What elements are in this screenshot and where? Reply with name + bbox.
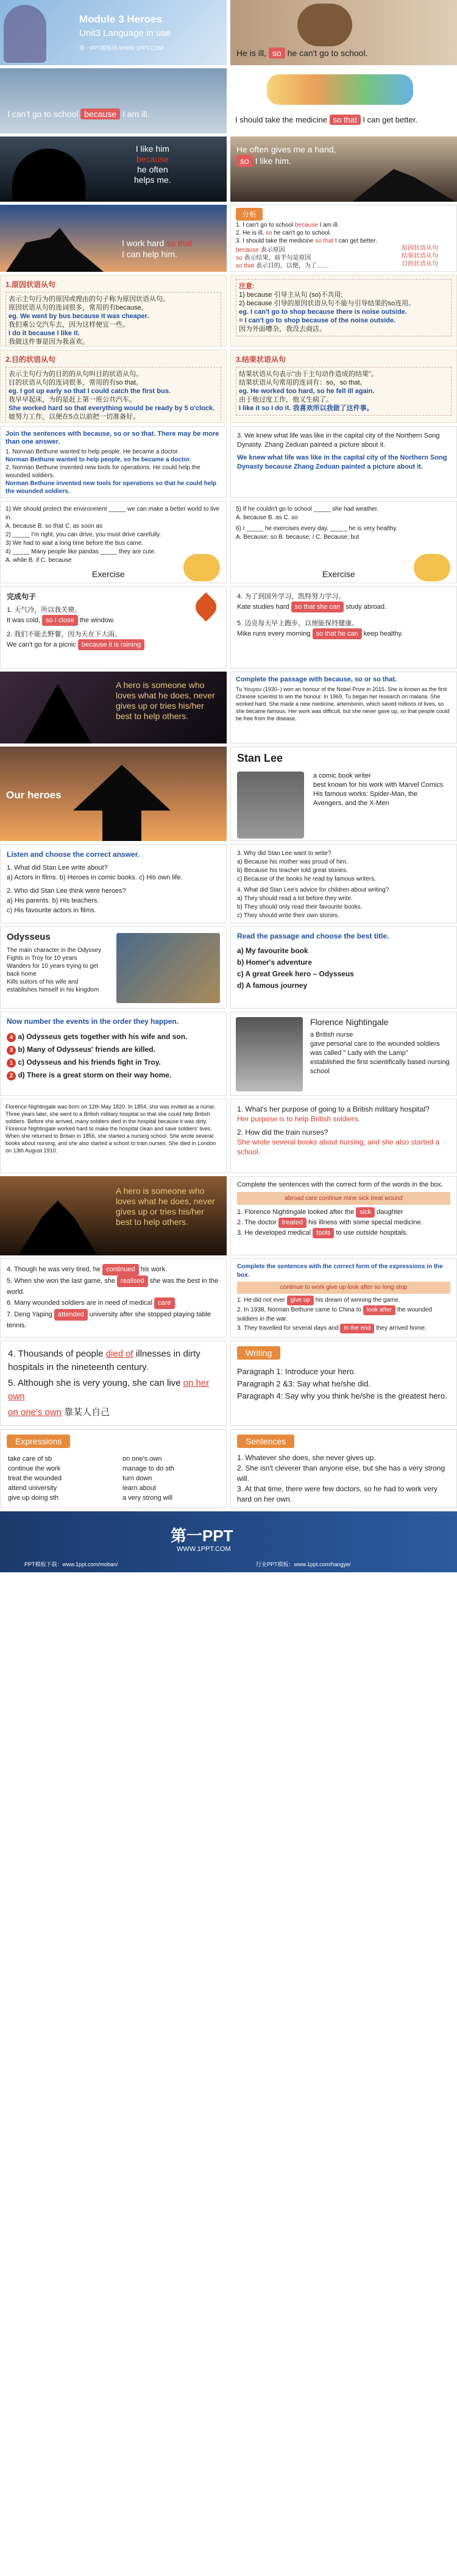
join-head: Join the sentences with because, so or so that. There may be more than one answer. (5, 430, 219, 445)
order-badge: 3 (7, 1046, 16, 1055)
blank: so that she can (291, 601, 344, 612)
mc-q6: 6) I _____ he exercises every day, _____ he is very healthy. (236, 525, 398, 532)
cover-site: 第一PPT模板网-WWW.1PPT.COM (79, 45, 163, 51)
slide-complete: 完成句子 1. 天气冷，所以我关窗。 It was cold, so I close the window. 2. 我们不能去野餐，因为天在下大雨。 We can't go for a picnic because it is raining . (0, 586, 227, 669)
odysseus-facts: The main character in the Odyssey Fights in Troy for 10 years Wanders for 10 years trying to get back home Kills suitors of his wife and establishes himself in his kingdom (7, 947, 102, 993)
sentence-box: He often gives me a hand, so I like him. (236, 144, 336, 166)
slide-join-2 (230, 426, 457, 498)
blank: give up (287, 1296, 314, 1305)
sentence: I work hard so that I can help him. (122, 238, 193, 259)
note-body: 注意: 1) because 引导主从句 (so)不共用; 2) because 引导的原因状语从句不能与引导结果的so连用。 eg. I can't go to shop because there is noise outside. = I can't go to shop because of the noise outside. 因为外面嘈杂，我没去商店。 (236, 279, 452, 336)
slide-grammar-purpose (0, 350, 227, 423)
slide-medicine (230, 68, 457, 133)
slide-florence (230, 1012, 457, 1096)
hero-silhouette (24, 684, 91, 743)
order-list: 4 a) Odysseus gets together with his wife and son. 3 b) Many of Odysseus' friends are killed. 1 c) Odysseus and his friends fight in Troy. 2 d) There is a great storm on their way home. (7, 1031, 220, 1082)
writing-plan: Paragraph 1: Introduce your hero. Paragraph 2 &3: Say what he/she did. Paragraph 4: Say why you think he/she is the greatest hero. (237, 1367, 447, 1400)
grammar-head: 1.原因状语从句 (5, 280, 56, 289)
slide-listen-2: 3. Why did Stan Lee want to write? a) Because his mother was proud of him. b) Because his teacher told great stories. c) Because of the books he read by famous writers. 4. What did Stan Lee's advice for children about writing? a) They should read a lot before they write. b) They should only read their favourite books. c) They should write their own stories. (230, 844, 457, 923)
join-q2: 2. Norman Bethune invented new tools for operations. He could help the wounded soldiers. (5, 464, 200, 479)
slide-expressions (0, 1429, 227, 1508)
blank: treated (278, 1218, 306, 1228)
slide-our-heroes (0, 747, 227, 841)
kids-illustration (414, 554, 450, 581)
expr-head: Complete the sentences with the correct form of the expressions in the box. (237, 1263, 443, 1279)
cover-figure (4, 5, 46, 63)
join-a2: Norman Bethune invented new tools for operations so that he could help the wounded soldiers. (5, 480, 217, 495)
blank: attended (54, 1309, 88, 1321)
slide-grammar-reason (0, 275, 227, 347)
slide-footer (0, 1511, 457, 1572)
blank: sick (356, 1207, 375, 1218)
blank-so-that: so that (330, 115, 361, 125)
odysseus-title: Odysseus (7, 932, 51, 942)
sentences-tag: Sentences (237, 1435, 294, 1448)
expressions-right: on one's own manage to do sth turn down learn about a very strong will (122, 1455, 175, 1502)
grammar-body: 结果状语从句表示"由于主句动作造成的结果"。 结果状语从句常用的连词有：so，so that。 eg. He worked too hard, so he fell ill again. 由于他过度工作，他又生病了。 I like it so I do it. 我喜欢所以我做了这件事。 (236, 367, 452, 416)
blank-so: so (236, 155, 253, 167)
sentence-box: I like him because he often helps me. (134, 144, 171, 185)
slide-mc-2 (230, 501, 457, 583)
sentence: I should take the medicine so that I can get better. (235, 115, 417, 124)
slide-complete-2: 4. 为了到国外学习，凯特努力学习。 Kate studies hard so that she can study abroad. 5. 迈克每天早上跑步，以便能保持健康。 Mike runs every morning so that he can keep healthy. (230, 586, 457, 669)
blank: so I close (42, 615, 77, 626)
slide-translate: 4. Thousands of people died of illnesses in dirty hospitals in the nineteenth century. 5. Although she is very young, she can live on her own on one's own 靠某人自己 (0, 1341, 227, 1426)
word-box: abroad care continue mine sick treat wound (237, 1192, 450, 1205)
slide-stan-lee (230, 747, 457, 841)
mc-q2: 2) _____ I'm right, you can drive, you must drive carefully. (5, 531, 161, 538)
passage-head: Complete the passage with because, so or so that. (236, 676, 397, 683)
hero-text: A hero is someone who loves what he does, never gives up or tries his/her best to help others. (116, 680, 215, 721)
mc-q3: 3) We had to wait a long time before the bus came. (5, 540, 144, 547)
mc-opts1: A. because B. so that C. as soon as (5, 523, 102, 530)
slide-passage (230, 672, 457, 743)
order-head: Now number the events in the order they happen. (7, 1017, 179, 1026)
grammar-head: 2.目的状语从句 (5, 355, 56, 364)
words-head: Complete the sentences with the correct form of the words in the box. (237, 1181, 444, 1188)
slide-sentences (230, 1429, 457, 1508)
sentence: I can't go to school because I am ill. (7, 109, 150, 119)
pills-image (267, 74, 413, 105)
blank: look after (363, 1305, 395, 1315)
mc-q1: 1) We should protect the environment _____ we can make a better world to live in. (5, 506, 220, 521)
order-badge: 4 (7, 1033, 16, 1042)
hero-silhouette (18, 1201, 97, 1255)
mc-opts5: A. because B. as C. so (236, 514, 298, 521)
slide-cover (0, 0, 227, 65)
writing-tag: Writing (237, 1346, 280, 1360)
florence-title: Florence Nightingale (310, 1017, 389, 1027)
florence-facts: a British nurse gave personal care to the wounded soldiers was called " Lady with the Lamp" established the first scientifically based nursing school (310, 1031, 450, 1075)
florence-photo (236, 1017, 303, 1091)
mc-q5: 5) If he couldn't go to school _____ she had weather. (236, 506, 379, 513)
blank: care (154, 1297, 174, 1309)
slide-grammar-result (230, 350, 457, 423)
slide-words: Complete the sentences with the correct form of the words in the box. abroad care continue mine sick treat wound 1. Florence Nightingale looked after the sick daughter 2. The doctor treated his illness with some special medicine. 3. He developed medical tools to use outside hospitals. (230, 1176, 457, 1255)
blank: because it is raining (78, 639, 144, 650)
exercise-label: Exercise (322, 569, 355, 579)
slide-analysis (230, 205, 457, 272)
listen-head: Listen and choose the correct answer. (7, 850, 140, 859)
sentences-list: 1. Whatever she does, she never gives up. 2. She isn't cleverer than anyone else, but she has a very strong will. 3. At that time, there were few doctors, so he had to work very hard on her own. (237, 1453, 445, 1503)
cover-subtitle: Unit3 Language in use (79, 28, 171, 38)
exercise-label: Exercise (92, 569, 125, 579)
blank-so: so (269, 48, 285, 59)
footer-link-1[interactable]: PPT模板下载：www.1ppt.com/moban/ (24, 1561, 118, 1567)
join-a1: Norman Bethune wanted to help people, so he became a doctor. (5, 456, 191, 463)
slide-gives-hand (230, 137, 457, 202)
hero-text: A hero is someone who loves what he does, never gives up or tries his/her best to help others. (116, 1186, 215, 1227)
slide-he-is-ill (230, 0, 457, 65)
slide-florence-text (0, 1099, 227, 1173)
blank: continued (102, 1264, 139, 1276)
cover-title: Module 3 Heroes (79, 13, 163, 25)
silhouette-left (12, 149, 85, 200)
slide-grammar-note (230, 275, 457, 347)
florence-passage: Florence Nightingale was born on 12th May 1820. In 1854, she was invited as a nurse. Three years later, she went to a British military hospital so that she could help British soldiers. Before she arrived, many soldiers died in the hospital because it was dirty. Florence Nightingale worked hard to make the hospital clean and save soldiers' lives. When she returned to Britain in 1856, she started a nursing school. She wrote several books about nursing, and she also started a school to train nurses. She died in London on 13th August 1910. (5, 1104, 216, 1154)
blank: in the end (340, 1324, 374, 1333)
sentence: He is ill, so he can't go to school. (236, 48, 368, 58)
grammar-body: 表示主句行为的原因或理由的句子称为原因状语从句。 原因状语从句的连词很多，常用的有because。 eg. We went by bus because it was cheaper. 我们乘公交汽车去，因为这样便宜一些。 I do it because I like it. 我做这件事是因为我喜欢。 (5, 292, 221, 347)
slide-order (0, 1012, 227, 1096)
blank: so that he can (313, 628, 362, 639)
slide-hero-def (0, 672, 227, 743)
order-badge: 2 (7, 1071, 16, 1080)
footer-link-2[interactable]: 行业PPT模板：www.1ppt.com/hangye/ (256, 1561, 351, 1567)
slide-odysseus (0, 926, 227, 1009)
blank-because: because (80, 108, 120, 119)
expressions-left: take care of sb continue the work treat the wounded attend university give up doing sth (8, 1455, 62, 1502)
helping-silhouette (6, 223, 104, 272)
odysseus-painting (116, 933, 220, 1003)
slide-words-2: 4. Though he was very tired, he continued his work. 5. When she won the last game, she realised she was the best in the world. 6. Many wounded soldiers are in need of medical care . 7. Deng Yaping attended university after she stopped playing table tennis. (0, 1258, 227, 1338)
mc-q4: 4) _____ Many people like pandas _____ they are cute. (5, 548, 156, 555)
slide-work-hard (0, 205, 227, 272)
footer-logo: 第一PPT (171, 1527, 233, 1545)
stan-lee-facts: a comic book writer best known for his work with Marvel Comics His famous works: Spider-Man, the Avengers, and the X-Men (313, 772, 444, 807)
order-badge: 1 (7, 1059, 16, 1068)
blank: tools (313, 1228, 334, 1238)
title-options: a) My favourite book b) Homer's adventure c) A great Greek hero – Odysseus d) A famous journey (237, 946, 354, 990)
footer-url: WWW.1PPT.COM (177, 1545, 231, 1553)
passage-body: Tu Youyou (1930–) won an honour of the Nobel Prize in 2015. She is known as the first Chinese scientist to win the honour. In 1969, Tu began her research on malaria. She worked hard. She made a new medicine, artemisinin, which saved millions of lives, so she became famous. Her work was difficult, but she never gave up, so that people could be free from the disease. (236, 686, 450, 722)
grammar-body: 表示主句行为的目的的从句叫目的状语从句。 目的状语从句的连词很多，常用的有so that。 eg. I got up early so that I could catch the first bus. 我早早起床，为的是赶上第一班公共汽车。 She worked hard so that everything would be ready by 5 o'clock. 她努力工作，以便在5点以前把一切准备好。 (5, 367, 221, 423)
slide-read (230, 926, 457, 1009)
mc-opts4: A. while B. if C. because (5, 557, 72, 564)
analysis-tag: 分析 (236, 208, 263, 221)
slide-like-him (0, 137, 227, 202)
blank: realised (117, 1276, 148, 1287)
our-heroes-label: Our heroes (6, 789, 62, 801)
slide-florence-q: 1. What's her purpose of going to a British military hospital? Her purpose is to help British soldiers. 2. How did the train nurses? She wrote several books about nursing, and she also started a school. (230, 1099, 457, 1173)
figure-silhouette (73, 765, 171, 841)
slide-mc (0, 501, 227, 583)
mc-opts6: A. Because; so B. because; / C. Because; but (236, 534, 360, 541)
slide-writing (230, 1341, 457, 1426)
teddy-bear (297, 4, 352, 46)
grammar-head: 3.结果状语从句 (236, 355, 286, 364)
slide-hero-def-2 (0, 1176, 227, 1255)
stan-lee-title: Stan Lee (237, 752, 283, 764)
join-a3: We knew what life was like in the capital city of the Northern Song Dynasty because Zhang Zeduan painted a picture about it. (237, 454, 447, 470)
slide-expr-fill: Complete the sentences with the correct form of the expressions in the box. continue to work give up look after so long stop 1. He did not ever give up his dream of winning the game. 2. In 1938, Norman Bethune came to China to look after the wounded soldiers in the war. 3. They travelled for several days and in the end they arrived home. (230, 1258, 457, 1338)
read-head: Read the passage and choose the best title. (237, 932, 389, 940)
join-q3: 3. We knew what life was like in the capital city of the Northern Song Dynasty. Zhang Zeduan painted a picture about it. (237, 432, 440, 449)
join-q1: 1. Norman Bethune wanted to help people. He became a doctor. (5, 449, 180, 455)
expressions-tag: Expressions (7, 1435, 70, 1448)
clause-types: 原因状语从句 结果状语从句 目的状语从句 (402, 245, 438, 268)
complete-head: 完成句子 (7, 592, 37, 601)
stan-lee-photo (237, 772, 304, 839)
slide-go-school (0, 68, 227, 133)
analysis-list: 1. I can't go to school because I am ill. 2. He is ill, so he can't go to school. 3. I should take the medicine so that I can get better. because 表示原因 so 表示结果，前半句是原因 so that 表示目的，以便，为了…… (236, 222, 377, 269)
kids-illustration (183, 554, 220, 581)
slide-join (0, 426, 227, 498)
slide-listen: Listen and choose the correct answer. 1. What did Stan Lee write about? a) Actors in films. b) Heroes in comic books. c) His own life. 2. Who did Stan Lee think were heroes? a) His parents. b) His teachers. c) His favourite actors in films. (0, 844, 227, 923)
expr-box: continue to work give up look after so long stop (237, 1282, 450, 1294)
climbers-silhouette (352, 161, 456, 202)
